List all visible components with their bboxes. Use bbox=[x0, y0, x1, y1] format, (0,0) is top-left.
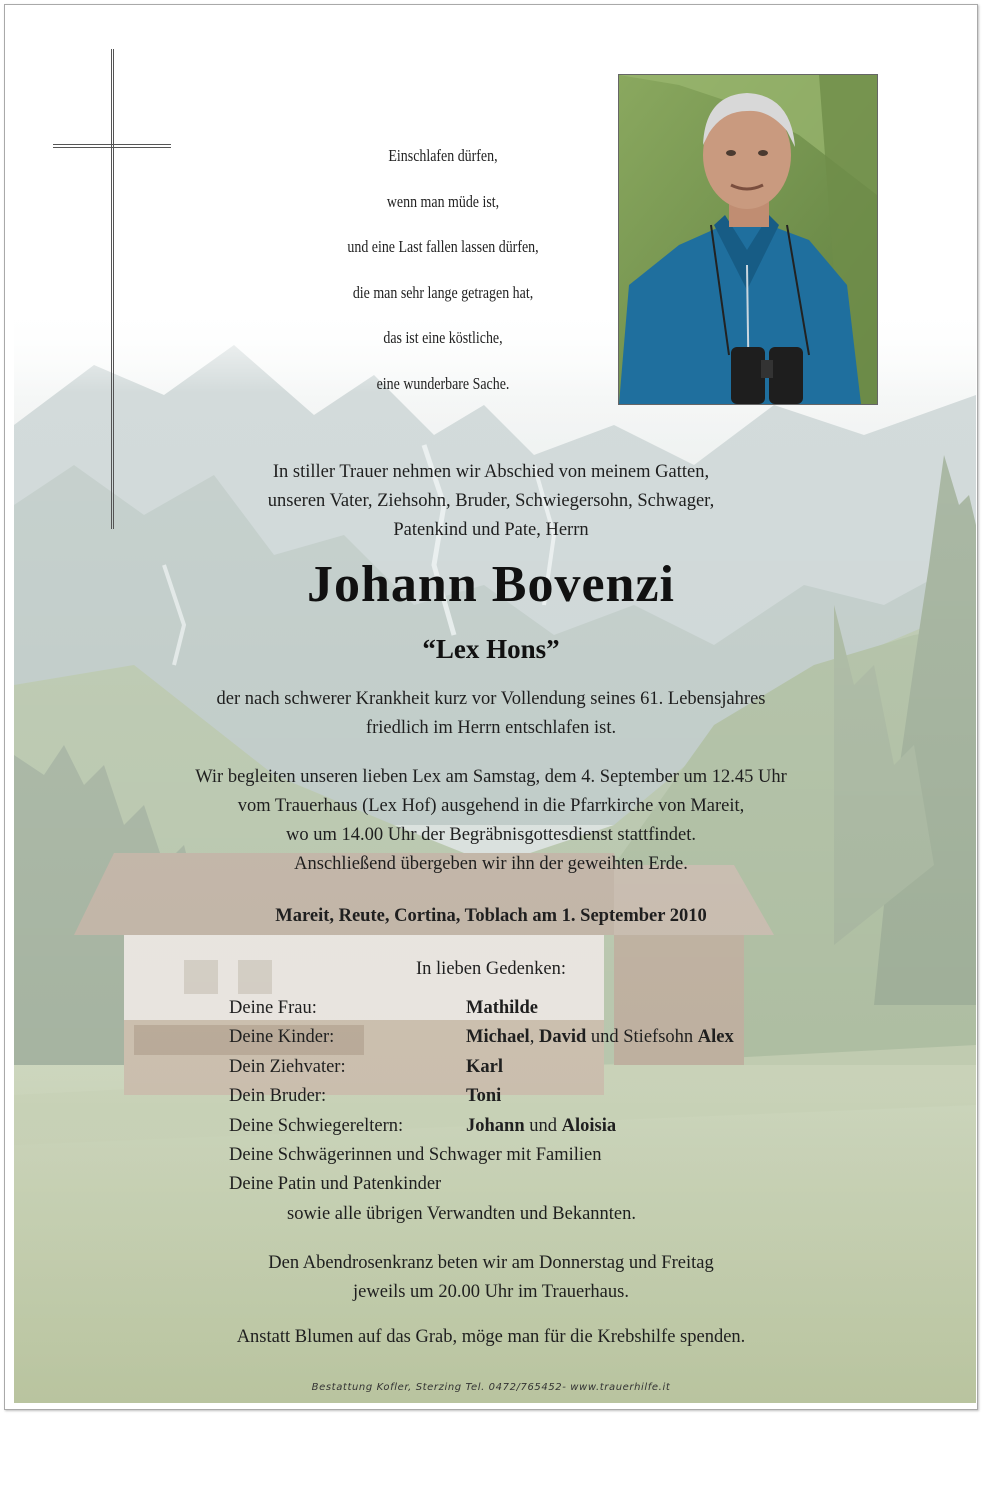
obituary-sheet bbox=[4, 4, 978, 1410]
mourner-name: David bbox=[538, 1027, 587, 1048]
rosary-line: jeweils um 20.00 Uhr im Trauerhaus. bbox=[353, 1282, 629, 1302]
mourner-label: Deine Schwiegereltern: bbox=[229, 1115, 404, 1136]
poem-line: eine wunderbare Sache. bbox=[376, 373, 510, 393]
funeral-line: wo um 14.00 Uhr der Begräbnisgottesdienst stattfindet. bbox=[285, 825, 697, 845]
deceased-name: Johann Bovenzi bbox=[307, 556, 675, 613]
mourner-label: Dein Ziehvater: bbox=[229, 1056, 346, 1077]
portrait-photo bbox=[618, 74, 878, 405]
intro-line: unseren Vater, Ziehsohn, Bruder, Schwiegersohn, Schwager, bbox=[267, 491, 715, 511]
cross-icon bbox=[111, 49, 114, 529]
mourner-label: Deine Kinder: bbox=[229, 1027, 335, 1048]
funeral-line: vom Trauerhaus (Lex Hof) ausgehend in die Pfarrkirche von Mareit, bbox=[237, 796, 745, 816]
death-notice-line: der nach schwerer Krankheit kurz vor Vollendung seines 61. Lebensjahres bbox=[216, 689, 766, 709]
poem-line: die man sehr lange getragen hat, bbox=[352, 282, 534, 302]
poem bbox=[320, 133, 566, 406]
funeral-line: Anschließend übergeben wir ihn der geweihten Erde. bbox=[294, 854, 688, 874]
mourner-line: Deine Patin und Patenkinder bbox=[229, 1174, 442, 1195]
mourner-name: Alex bbox=[697, 1027, 734, 1048]
mourner-name: Johann bbox=[466, 1115, 525, 1136]
cross-icon-bar bbox=[53, 144, 171, 148]
intro-line: Patenkind und Pate, Herrn bbox=[393, 520, 589, 540]
funeral-home-footer: Bestattung Kofler, Sterzing Tel. 0472/765452- www.trauerhilfe.it bbox=[311, 1382, 671, 1393]
poem-line: wenn man müde ist, bbox=[386, 191, 500, 211]
mourner-line: sowie alle übrigen Verwandten und Bekannten. bbox=[287, 1203, 637, 1224]
separator: , bbox=[529, 1027, 535, 1048]
mourner-line: Deine Schwägerinnen und Schwager mit Familien bbox=[229, 1144, 602, 1165]
rosary-line: Den Abendrosenkranz beten wir am Donnerstag und Freitag bbox=[268, 1253, 714, 1273]
poem-line: Einschlafen dürfen, bbox=[388, 146, 498, 165]
memory-heading: In lieben Gedenken: bbox=[416, 959, 566, 979]
mourner-name: Michael bbox=[466, 1027, 530, 1048]
mourner-name: Aloisia bbox=[561, 1115, 617, 1136]
poem-line: das ist eine köstliche, bbox=[383, 328, 503, 347]
mourner-names bbox=[466, 1112, 616, 1141]
mourner-name: Mathilde bbox=[466, 998, 538, 1018]
intro-line: In stiller Trauer nehmen wir Abschied von meinem Gatten, bbox=[272, 462, 710, 482]
donation-note: Anstatt Blumen auf das Grab, möge man für die Krebshilfe spenden. bbox=[236, 1327, 746, 1347]
deceased-nickname: “Lex Hons” bbox=[422, 634, 560, 664]
mourner-label: Dein Bruder: bbox=[229, 1086, 327, 1107]
death-notice-line: friedlich im Herrn entschlafen ist. bbox=[365, 718, 617, 738]
mourner-name: Karl bbox=[466, 1056, 503, 1077]
poem-line: und eine Last fallen lassen dürfen, bbox=[347, 237, 539, 256]
stepson-text: und Stiefsohn bbox=[590, 1027, 694, 1048]
mourner-names bbox=[466, 1023, 734, 1052]
mourner-name: Toni bbox=[466, 1086, 502, 1107]
place-date: Mareit, Reute, Cortina, Toblach am 1. September 2010 bbox=[275, 906, 707, 926]
funeral-line: Wir begleiten unseren lieben Lex am Samstag, dem 4. September um 12.45 Uhr bbox=[195, 767, 787, 787]
mourner-label: Deine Frau: bbox=[229, 998, 317, 1018]
and-text: und bbox=[529, 1115, 557, 1136]
